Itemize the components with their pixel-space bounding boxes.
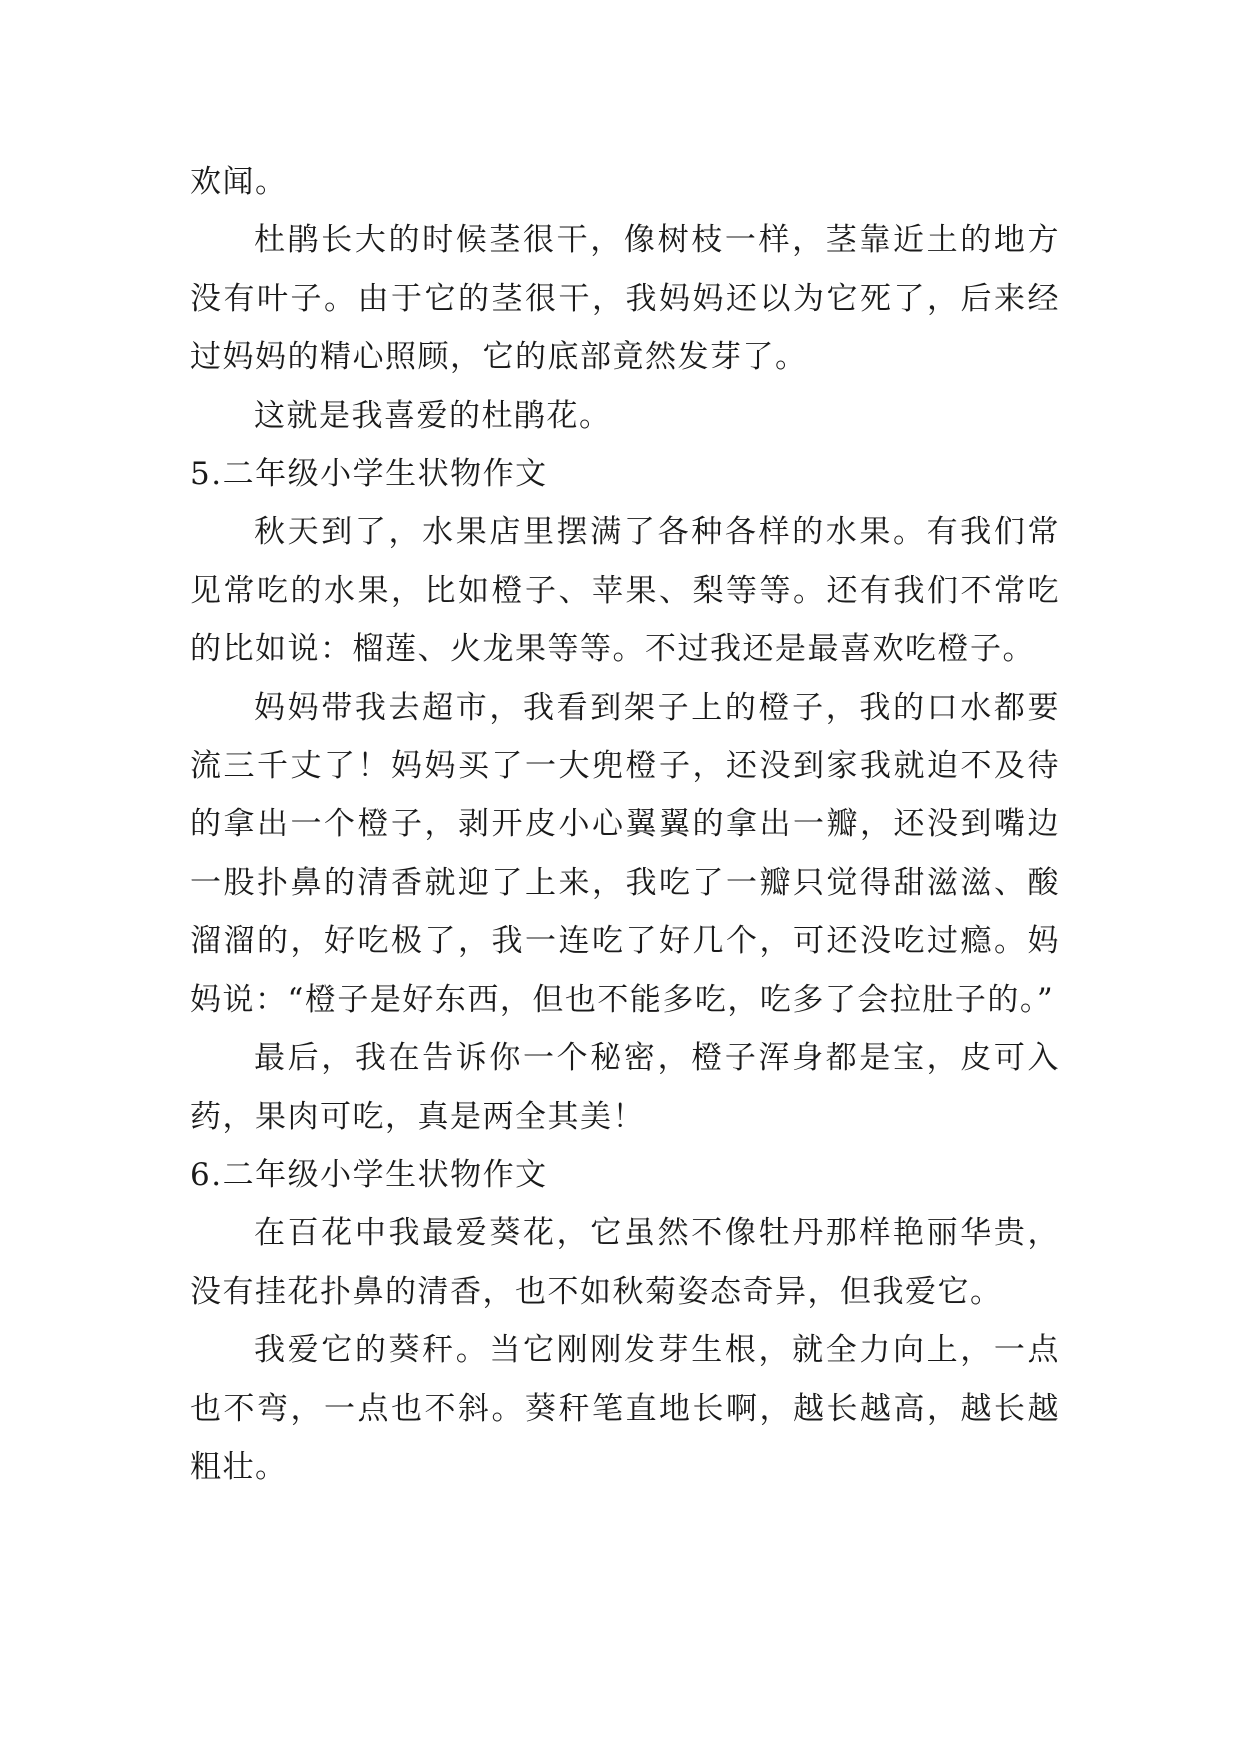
- paragraph: 我爱它的葵秆。当它刚刚发芽生根，就全力向上，一点也不弯，一点也不斜。葵秆笔直地长啊，越长越高，越长越粗壮。: [190, 1332, 1060, 1485]
- paragraph: 欢闻。: [190, 164, 288, 200]
- paragraph: 这就是我喜爱的杜鹃花。: [254, 397, 612, 434]
- paragraph: 最后，我在告诉你一个秘密，橙子浑身都是宝，皮可入药，果肉可吃，真是两全其美！: [190, 1040, 1060, 1135]
- paragraph: 在百花中我最爱葵花，它虽然不像牡丹那样艳丽华贵，没有挂花扑鼻的清香，也不如秋菊姿态奇异，但我爱它。: [190, 1215, 1060, 1310]
- section-heading: 5.二年级小学生状物作文: [190, 456, 548, 493]
- section-heading: 6.二年级小学生状物作文: [190, 1156, 548, 1193]
- paragraph: 妈妈带我去超市，我看到架子上的橙子，我的口水都要流三千丈了！妈妈买了一大兜橙子，还没到家我就迫不及待的拿出一个橙子，剥开皮小心翼翼的拿出一瓣，还没到嘴边一股扑鼻的清香就迎了上来，我吃了一瓣只觉得甜滋滋、酸溜溜的，好吃极了，我一连吃了好几个，可还没吃过瘾。妈妈说：“橙子是好东西，但也不能多吃，吃多了会拉肚子的。”: [190, 689, 1060, 1018]
- paragraph: 秋天到了，水果店里摆满了各种各样的水果。有我们常见常吃的水果，比如橙子、苹果、梨等等。还有我们不常吃的比如说：榴莲、火龙果等等。不过我还是最喜欢吃橙子。: [190, 514, 1060, 668]
- paragraph: 杜鹃长大的时候茎很干，像树枝一样，茎靠近土的地方没有叶子。由于它的茎很干，我妈妈还以为它死了，后来经过妈妈的精心照顾，它的底部竟然发芽了。: [190, 222, 1060, 376]
- document-body: [190, 153, 1060, 1496]
